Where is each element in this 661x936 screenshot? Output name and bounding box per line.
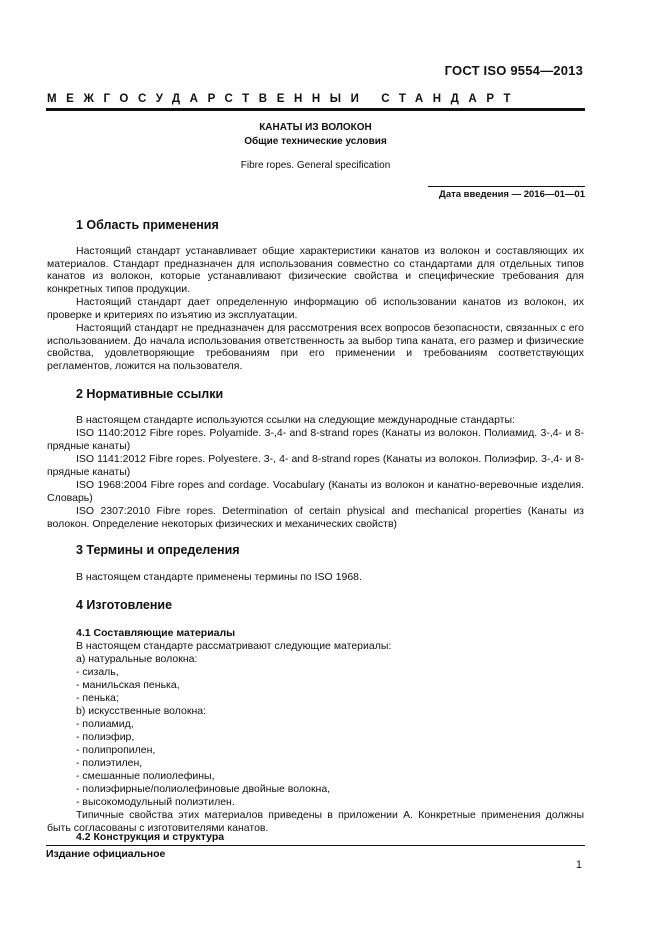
section-1-paragraph-1: Настоящий стандарт устанавливает общие характеристики канатов из волокон и составляющих их материалов. Стандарт предназначен для использования совместно со стандартами для отдельных типов канатов из волокон, которые устанавливают физические свойства и специфические требования для конкретных типов продукции.: [47, 245, 584, 295]
intro-date-rule: [428, 186, 585, 187]
interstate-standard-banner: МЕЖГОСУДАРСТВЕННЫЙ СТАНДАРТ: [47, 93, 521, 105]
reference-iso-1968: ISO 1968:2004 Fibre ropes and cordage. Vocabulary (Канаты из волокон и канатно-веревочные изделия. Словарь): [47, 479, 584, 504]
title-ru: КАНАТЫ ИЗ ВОЛОКОН: [259, 122, 372, 133]
document-code: ГОСТ ISO 9554—2013: [444, 63, 583, 78]
list-item: - высокомодульный полиэтилен.: [76, 796, 235, 808]
list-item: - сизаль,: [76, 666, 119, 678]
section-3-heading: 3 Термины и определения: [76, 543, 240, 557]
title-en: Fibre ropes. General specification: [240, 160, 391, 171]
list-item: - полиэфирные/полиолефиновые двойные волокна,: [76, 783, 331, 795]
list-item: - смешанные полиолефины,: [76, 770, 215, 782]
list-item: - полиэтилен,: [76, 757, 143, 769]
section-4-1-paragraph: Типичные свойства этих материалов приведены в приложении А. Конкретные применения должны быть согласованы с изготовителями канатов.: [47, 809, 584, 834]
official-edition-label: Издание официальное: [46, 848, 166, 860]
list-item: - манильская пенька,: [76, 679, 180, 691]
reference-iso-1140: ISO 1140:2012 Fibre ropes. Polyamide. 3-,4- and 8-strand ropes (Канаты из волокон. Полиамид. 3-,4- и 8-прядные канаты): [47, 427, 584, 452]
header-rule: [46, 108, 585, 111]
section-3-paragraph-1: В настоящем стандарте применены термины по ISO 1968.: [76, 571, 362, 583]
intro-date: Дата введения — 2016—01—01: [439, 189, 585, 200]
section-2-paragraph-1: В настоящем стандарте используются ссылки на следующие международные стандарты:: [76, 414, 515, 426]
subtitle-ru: Общие технические условия: [244, 136, 387, 147]
reference-iso-1141: ISO 1141:2012 Fibre ropes. Polyestere. 3-, 4- and 8-strand ropes (Канаты из волокон. Полиэфир. 3-,4- и 8-прядные канаты): [47, 453, 584, 478]
list-item: - полиамид,: [76, 718, 134, 730]
footer-rule: [46, 845, 585, 846]
subsection-4-2-heading: 4.2 Конструкция и структура: [76, 831, 225, 843]
section-1-heading: 1 Область применения: [76, 218, 219, 232]
section-1-paragraph-2: Настоящий стандарт дает определенную информацию об использовании канатов из волокон, их проверке и критериях по изъятию из эксплуатации.: [47, 296, 584, 321]
page-number: 1: [575, 859, 582, 871]
reference-iso-2307: ISO 2307:2010 Fibre ropes. Determination of certain physical and mechanical properties (Канаты из волокон. Определение некоторых физических и механических свойств): [47, 505, 584, 530]
list-item: - полиэфир,: [76, 731, 135, 743]
section-4-heading: 4 Изготовление: [76, 598, 173, 612]
list-intro: В настоящем стандарте рассматривают следующие материалы:: [76, 640, 392, 652]
section-1-paragraph-3: Настоящий стандарт не предназначен для рассмотрения всех вопросов безопасности, связанных с его использованием. До начала использования ответственность за выбор типа каната, его размер и физические свойства, удовлетворяющие требованиям при его применении и требованиям соответствующих регламентов, ложится на пользователя.: [47, 322, 584, 372]
list-item: - пенька;: [76, 692, 119, 704]
section-2-heading: 2 Нормативные ссылки: [76, 387, 224, 401]
list-item: а) натуральные волокна:: [76, 653, 198, 665]
subsection-4-1-heading: 4.1 Составляющие материалы: [76, 627, 236, 639]
list-item: b) искусственные волокна:: [76, 705, 207, 717]
list-item: - полипропилен,: [76, 744, 156, 756]
